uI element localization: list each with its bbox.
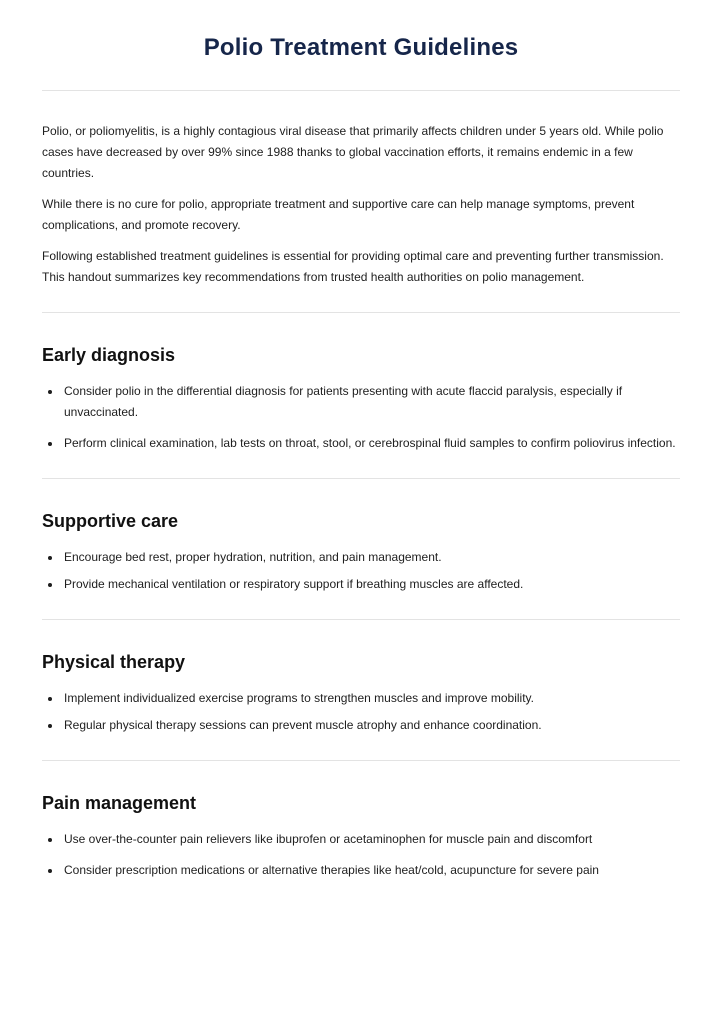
list-item (42, 688, 680, 709)
list-item-text: Consider prescription medications or alternative therapies like heat/cold, acupuncture for severe pain (64, 863, 599, 877)
list-item (42, 860, 680, 881)
list-item (42, 829, 680, 850)
section-heading: Early diagnosis (42, 345, 176, 365)
list-item-text: Consider polio in the differential diagnosis for patients presenting with acute flaccid paralysis, especially if unvaccinated. (64, 384, 623, 419)
bullet-icon (48, 838, 52, 842)
section-heading: Physical therapy (42, 652, 186, 672)
list-item (42, 574, 680, 595)
list-item-text: Regular physical therapy sessions can prevent muscle atrophy and enhance coordination. (64, 718, 542, 732)
bullet-list (42, 829, 680, 881)
bullet-icon (48, 390, 52, 394)
intro-paragraph: While there is no cure for polio, appropriate treatment and supportive care can help manage symptoms, prevent complications, and promote recovery. (42, 197, 635, 232)
list-item-text: Encourage bed rest, proper hydration, nutrition, and pain management. (64, 550, 442, 564)
list-item (42, 433, 680, 454)
intro-paragraph: Following established treatment guidelines is essential for providing optimal care and preventing further transmission. This handout summarizes key recommendations from trusted health authorities on polio management. (42, 249, 664, 284)
section-heading: Pain management (42, 793, 197, 813)
list-item-text: Implement individualized exercise programs to strengthen muscles and improve mobility. (64, 691, 534, 705)
section-heading: Supportive care (42, 511, 179, 531)
bullet-list (42, 547, 680, 595)
list-item-text: Perform clinical examination, lab tests on throat, stool, or cerebrospinal fluid samples to confirm poliovirus infection. (64, 436, 676, 450)
section-early-diagnosis (42, 313, 680, 454)
section-supportive-care (42, 479, 680, 595)
list-item (42, 547, 680, 568)
bullet-list (42, 381, 680, 454)
bullet-icon (48, 697, 52, 701)
list-item (42, 381, 680, 423)
bullet-icon (48, 724, 52, 728)
list-item-text: Use over-the-counter pain relievers like ibuprofen or acetaminophen for muscle pain and discomfort (64, 832, 593, 846)
bullet-icon (48, 556, 52, 560)
section-physical-therapy (42, 620, 680, 736)
bullet-icon (48, 869, 52, 873)
section-pain-management (42, 761, 680, 881)
bullet-icon (48, 442, 52, 446)
bullet-icon (48, 583, 52, 587)
list-item-text: Provide mechanical ventilation or respiratory support if breathing muscles are affected. (64, 577, 524, 591)
page-title: Polio Treatment Guidelines (203, 34, 519, 61)
intro-section (42, 91, 680, 288)
bullet-list (42, 688, 680, 736)
list-item (42, 715, 680, 736)
intro-paragraph: Polio, or poliomyelitis, is a highly contagious viral disease that primarily affects children under 5 years old. While polio cases have decreased by over 99% since 1988 thanks to global vaccination efforts, it remains endemic in a few countries. (42, 124, 664, 180)
